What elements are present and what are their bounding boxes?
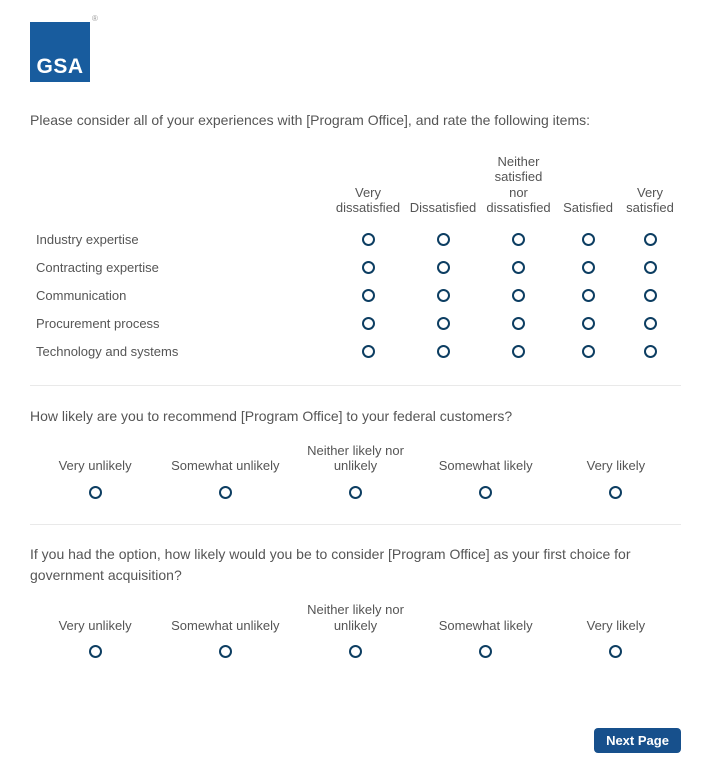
matrix-row-label-contracting-expertise: Contracting expertise <box>36 259 159 275</box>
gsa-logo <box>30 14 102 82</box>
question-1-text: Please consider all of your experiences with [Program Office], and rate the following items: <box>30 112 591 128</box>
table-cell <box>557 253 619 281</box>
radio-q1-r1-c0[interactable] <box>362 261 375 274</box>
next-page-button[interactable]: Next Page <box>594 728 681 753</box>
rating-matrix <box>30 132 681 365</box>
table-cell <box>406 337 480 365</box>
radio-q2-neither[interactable] <box>349 486 362 499</box>
table-cell <box>290 486 420 499</box>
matrix-col-header-neither: Neither satisfied nor dissatisfied <box>486 153 551 216</box>
table-cell <box>551 645 681 658</box>
table-cell <box>30 645 160 658</box>
question-3-option-labels <box>30 601 681 633</box>
table-cell <box>406 309 480 337</box>
radio-q1-r0-c2[interactable] <box>512 233 525 246</box>
section-divider <box>30 385 681 386</box>
table-cell <box>480 253 557 281</box>
question-3-radio-row <box>30 645 681 658</box>
matrix-col-header-dissatisfied: Dissatisfied <box>409 200 477 216</box>
radio-q1-r0-c3[interactable] <box>582 233 595 246</box>
radio-q1-r0-c0[interactable] <box>362 233 375 246</box>
registered-trademark-mark: ® <box>92 14 98 23</box>
radio-q1-r2-c2[interactable] <box>512 289 525 302</box>
option-label-somewhat-unlikely: Somewhat unlikely <box>171 617 280 633</box>
option-label-very-likely: Very likely <box>586 617 646 633</box>
question-3-text: If you had the option, how likely would you be to consider [Program Office] as your first choice for government acquisition? <box>30 545 631 584</box>
table-cell <box>619 253 681 281</box>
table-cell <box>551 486 681 499</box>
gsa-logo-text: GSA <box>36 55 84 78</box>
footer <box>30 728 681 753</box>
radio-q1-r4-c4[interactable] <box>644 345 657 358</box>
radio-q2-very-unlikely[interactable] <box>89 486 102 499</box>
option-label-very-likely: Very likely <box>586 458 646 474</box>
table-cell <box>557 281 619 309</box>
question-2-text: How likely are you to recommend [Program Office] to your federal customers? <box>30 408 513 425</box>
radio-q1-r2-c0[interactable] <box>362 289 375 302</box>
table-cell <box>330 309 406 337</box>
section-divider <box>30 524 681 525</box>
radio-q2-very-likely[interactable] <box>609 486 622 499</box>
matrix-col-header-very-dissatisfied: Very dissatisfied <box>335 184 401 216</box>
option-label-very-unlikely: Very unlikely <box>58 458 132 474</box>
table-cell <box>619 225 681 253</box>
radio-q1-r1-c3[interactable] <box>582 261 595 274</box>
radio-q1-r2-c4[interactable] <box>644 289 657 302</box>
table-cell <box>421 486 551 499</box>
option-label-very-unlikely: Very unlikely <box>58 617 132 633</box>
option-label-somewhat-likely: Somewhat likely <box>438 458 533 474</box>
radio-q1-r3-c0[interactable] <box>362 317 375 330</box>
option-label-neither: Neither likely nor unlikely <box>307 442 404 474</box>
gsa-logo-square <box>30 22 90 82</box>
radio-q1-r3-c3[interactable] <box>582 317 595 330</box>
table-cell <box>619 281 681 309</box>
radio-q1-r1-c4[interactable] <box>644 261 657 274</box>
table-cell <box>330 281 406 309</box>
radio-q3-somewhat-unlikely[interactable] <box>219 645 232 658</box>
option-label-somewhat-unlikely: Somewhat unlikely <box>171 458 280 474</box>
table-cell <box>480 309 557 337</box>
table-cell <box>330 253 406 281</box>
radio-q1-r4-c1[interactable] <box>437 345 450 358</box>
radio-q1-r3-c1[interactable] <box>437 317 450 330</box>
radio-q1-r3-c4[interactable] <box>644 317 657 330</box>
radio-q1-r2-c3[interactable] <box>582 289 595 302</box>
radio-q3-very-unlikely[interactable] <box>89 645 102 658</box>
table-cell <box>557 225 619 253</box>
matrix-row-label-technology-and-systems: Technology and systems <box>36 343 179 359</box>
question-2-radio-row <box>30 486 681 499</box>
table-cell <box>406 281 480 309</box>
table-cell <box>557 309 619 337</box>
matrix-corner-cell <box>30 132 330 225</box>
radio-q1-r0-c1[interactable] <box>437 233 450 246</box>
radio-q1-r1-c2[interactable] <box>512 261 525 274</box>
table-cell <box>557 337 619 365</box>
table-cell <box>330 225 406 253</box>
table-cell <box>480 337 557 365</box>
matrix-row-label-communication: Communication <box>36 287 127 303</box>
table-cell <box>480 225 557 253</box>
radio-q1-r4-c2[interactable] <box>512 345 525 358</box>
table-cell <box>160 645 290 658</box>
table-cell <box>406 253 480 281</box>
radio-q3-very-likely[interactable] <box>609 645 622 658</box>
matrix-row-label-industry-expertise: Industry expertise <box>36 231 139 247</box>
table-cell <box>480 281 557 309</box>
radio-q3-somewhat-likely[interactable] <box>479 645 492 658</box>
radio-q1-r0-c4[interactable] <box>644 233 657 246</box>
question-2-option-labels <box>30 442 681 474</box>
radio-q2-somewhat-unlikely[interactable] <box>219 486 232 499</box>
table-cell <box>619 309 681 337</box>
option-label-neither: Neither likely nor unlikely <box>307 601 404 633</box>
radio-q1-r3-c2[interactable] <box>512 317 525 330</box>
table-cell <box>406 225 480 253</box>
radio-q1-r2-c1[interactable] <box>437 289 450 302</box>
option-label-somewhat-likely: Somewhat likely <box>438 617 533 633</box>
radio-q1-r4-c0[interactable] <box>362 345 375 358</box>
table-cell <box>160 486 290 499</box>
radio-q2-somewhat-likely[interactable] <box>479 486 492 499</box>
radio-q1-r1-c1[interactable] <box>437 261 450 274</box>
table-cell <box>290 645 420 658</box>
table-cell <box>330 337 406 365</box>
radio-q3-neither[interactable] <box>349 645 362 658</box>
table-cell <box>619 337 681 365</box>
table-cell <box>30 486 160 499</box>
matrix-col-header-satisfied: Satisfied <box>563 200 613 216</box>
table-cell <box>421 645 551 658</box>
matrix-col-header-very-satisfied: Very satisfied <box>626 184 674 216</box>
matrix-row-label-procurement-process: Procurement process <box>36 315 160 331</box>
radio-q1-r4-c3[interactable] <box>582 345 595 358</box>
